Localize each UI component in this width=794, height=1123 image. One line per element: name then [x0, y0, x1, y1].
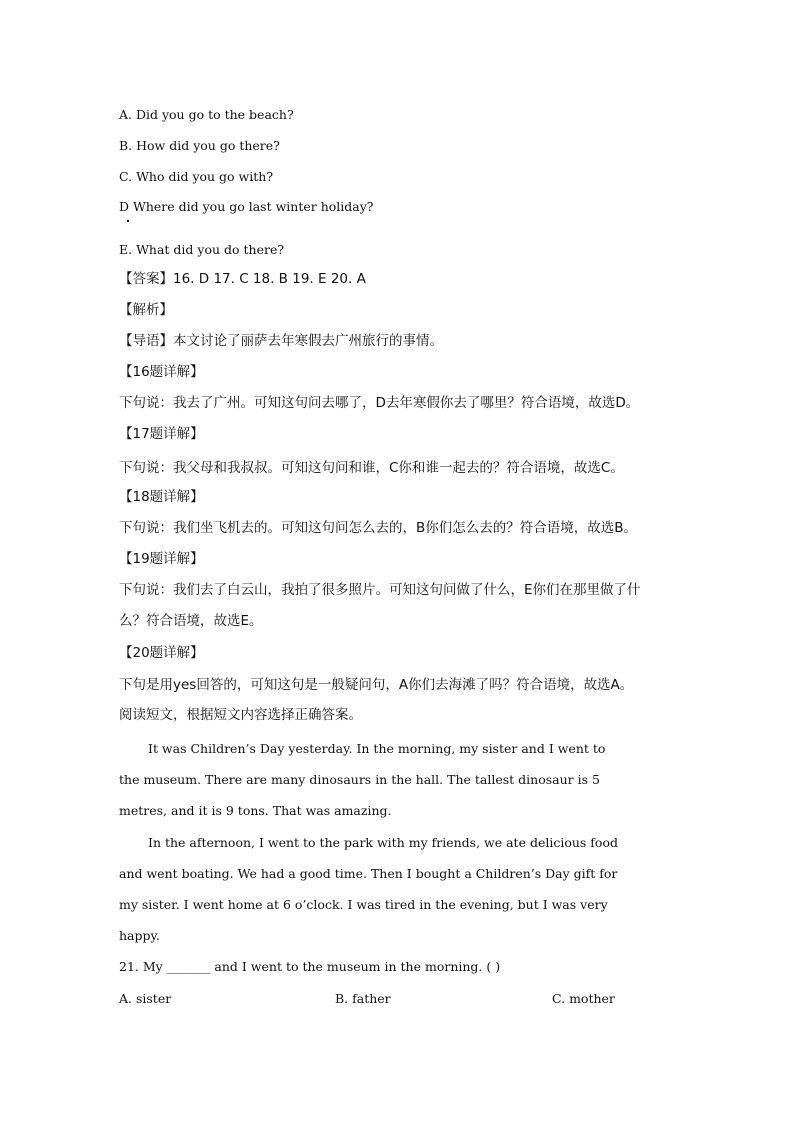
passage-line-7: happy.	[119, 928, 160, 943]
reading-instruction: 阅读短文，根据短文内容选择正确答案。	[119, 707, 362, 723]
detail-heading-18: 【18题详解】	[119, 489, 204, 505]
passage-line-1: It was Children’s Day yesterday. In the morning, my sister and I went to	[148, 741, 606, 756]
question-21-option-b: B. father	[335, 991, 391, 1006]
detail-text-19: 下句说：我们去了白云山，我拍了很多照片。可知这句问做了什么，E你们在那里做了什	[119, 582, 641, 598]
question-21-option-a: A. sister	[119, 991, 172, 1006]
detail-text-16: 下句说：我去了广州。可知这句问去哪了，D去年寒假你去了哪里？符合语境，故选D。	[119, 395, 640, 411]
stray-dot	[127, 220, 129, 222]
detail-text-17: 下句说：我父母和我叔叔。可知这句问和谁，C你和谁一起去的？符合语境，故选C。	[119, 460, 624, 476]
passage-line-2: the museum. There are many dinosaurs in the hall. The tallest dinosaur is 5	[119, 772, 600, 787]
passage-line-5: and went boating. We had a good time. Then I bought a Children’s Day gift for	[119, 866, 618, 881]
answer-line: 【答案】16. D 17. C 18. B 19. E 20. A	[119, 271, 366, 287]
question-21-option-c: C. mother	[552, 991, 615, 1006]
detail-heading-20: 【20题详解】	[119, 645, 204, 661]
analysis-heading: 【解析】	[119, 302, 173, 318]
option-b: B. How did you go there?	[119, 138, 280, 153]
detail-heading-19: 【19题详解】	[119, 551, 204, 567]
passage-line-4: In the afternoon, I went to the park with my friends, we ate delicious food	[148, 835, 618, 850]
detail-text-19-cont: 么？符合语境，故选E。	[119, 613, 263, 629]
detail-text-20: 下句是用yes回答的，可知这句是一般疑问句，A你们去海滩了吗？符合语境，故选A。	[119, 677, 634, 693]
detail-heading-17: 【17题详解】	[119, 426, 204, 442]
option-c: C. Who did you go with?	[119, 169, 274, 184]
option-d: D Where did you go last winter holiday?	[119, 199, 374, 214]
passage-line-3: metres, and it is 9 tons. That was amazing.	[119, 803, 392, 818]
guide-text: 【导语】本文讨论了丽萨去年寒假去广州旅行的事情。	[119, 333, 443, 349]
option-a: A. Did you go to the beach?	[119, 107, 294, 122]
detail-text-18: 下句说：我们坐飞机去的。可知这句问怎么去的，B你们怎么去的？符合语境，故选B。	[119, 520, 638, 536]
detail-heading-16: 【16题详解】	[119, 364, 204, 380]
passage-line-6: my sister. I went home at 6 o’clock. I was tired in the evening, but I was very	[119, 897, 608, 912]
question-21-stem: 21. My _______ and I went to the museum in the morning. ( )	[119, 959, 501, 974]
option-e: E. What did you do there?	[119, 242, 285, 257]
